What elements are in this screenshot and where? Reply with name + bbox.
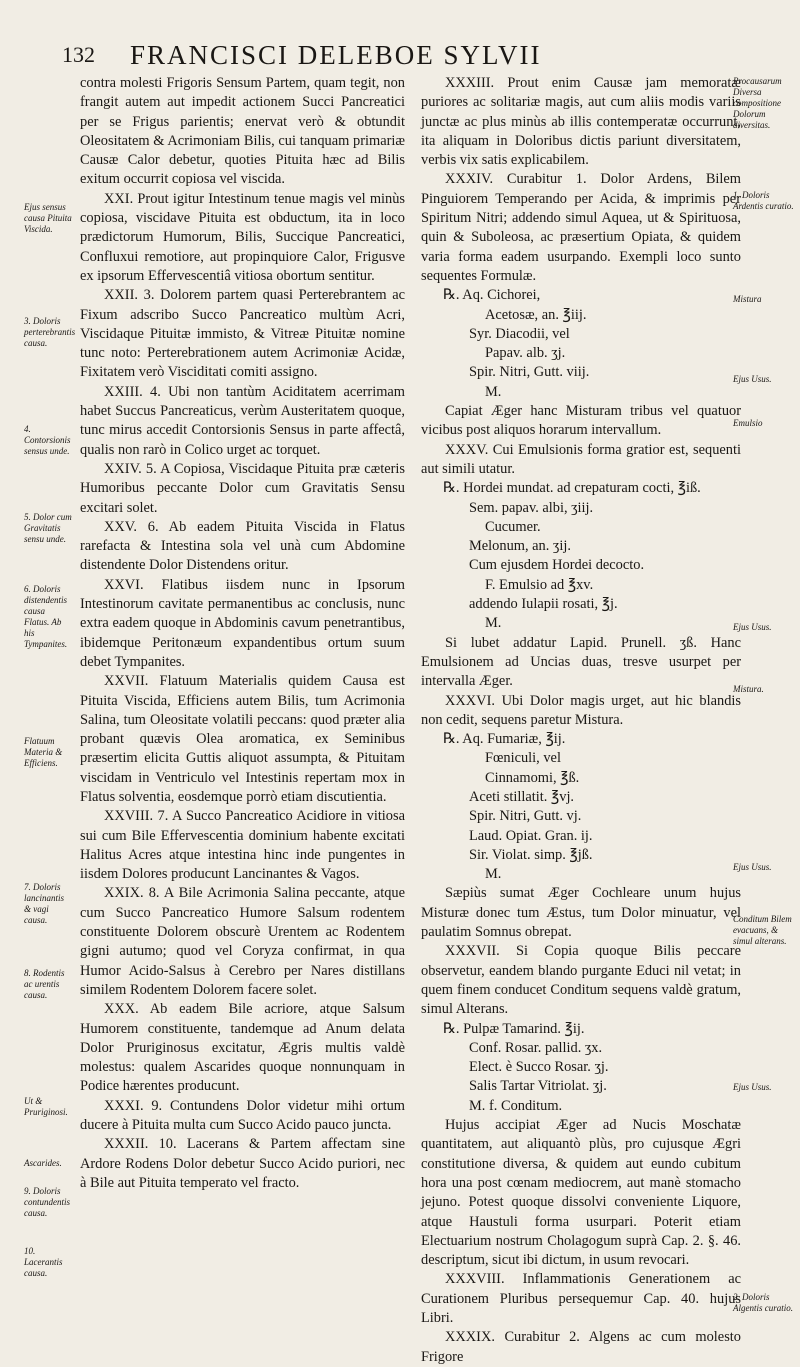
paragraph: XXXVII. Si Copia quoque Bilis peccare observetur, eandem blando purgante Educi nil vetat; in quem finem conducet Conditum sequens valdè gratum, simul Alterans. — [421, 943, 741, 1018]
running-title: FRANCISCI DELEBOE SYLVII — [130, 40, 542, 70]
paragraph: XXXII. 10. Lacerans & Partem affectam sine Ardore Rodens Dolor debetur Succo Acido puriori, nec à Bile aut Pituita temperato vel fracto. — [80, 1136, 405, 1191]
rx-line: Conf. Rosar. pallid. ʒx. — [469, 1039, 603, 1056]
rx-line: Acetosæ, an. ℥iij. — [485, 306, 587, 323]
margin-note: Ejus Usus. — [733, 622, 772, 632]
margin-note: Ejus Usus. — [733, 1082, 772, 1092]
margin-note: Ejus sensus causa Pituita Viscida. — [24, 202, 72, 234]
prescription — [421, 479, 741, 633]
paragraph: XXX. Ab eadem Bile acriore, atque Salsum Humorem constituente, tandemque ad Anum delata Dolor Pruriginosus excitatur, Ægris multis valdè molestus: qualem Ascarides quoque nonnunquam in Podice hærentes producunt. — [80, 1001, 405, 1095]
rx-line: Papav. alb. ʒj. — [485, 345, 566, 362]
paragraph: XXXIV. Curabitur 1. Dolor Ardens, Bilem Pinguiorem Temperando per Acida, & imprimis per Spiritum Nitri; addendo simul Aquea, ut & Spirituosa, quin & Suboleosa, ac præsertium Opiata, & quidem varia forma eadem usurpando. Exempli loco sunto sequentes Formulæ. — [421, 171, 741, 284]
paragraph: XXXVI. Ubi Dolor magis urget, aut hic blandis non cedit, sequens paretur Mistura. — [421, 692, 741, 728]
margin-note: 6. Doloris distendentis causa Flatus. Ab his Tympanites. — [24, 584, 68, 649]
paragraph: XXII. 3. Dolorem partem quasi Perterebrantem ac Fixum adscribo Succo Pancreatico multùm Acri, Viscidaque Pituitæ immisto, & Vitreæ Pituitæ nomine tunc noto: Perterebrationem autem Acrimoniæ Acidæ, Fixitatem verò Visciditati comiti assigno. — [80, 287, 405, 381]
rx-line: Sem. papav. albi, ʒiij. — [469, 499, 594, 516]
page-number: 132 — [62, 42, 95, 67]
rx-line: Syr. Diacodii, vel — [469, 325, 570, 342]
margin-note: Mistura — [733, 294, 762, 304]
prescription — [421, 730, 741, 884]
paragraph: XXIX. 8. A Bile Acrimonia Salina peccante, atque cum Succo Pancreatico Humore Salsum rodentem constituente Dolorem obscurè Urentem ac Rodentem gigni autumo; quod vel Coryza confirmat, in qua Humor Acido-Salsus à Cerebro per Nares distillans similem Rodentem Dolorem facere solet. — [80, 885, 405, 998]
paragraph: XXIV. 5. A Copiosa, Viscidaque Pituita præ cæteris Humoribus peccante Dolor cum Gravitatis Sensu excitari solet. — [80, 460, 405, 516]
rx-line: Laud. Opiat. Gran. ij. — [469, 827, 593, 844]
rx-line: F. Emulsio ad ℥xv. — [485, 576, 594, 593]
rx-line: Spir. Nitri, Gutt. vj. — [469, 808, 582, 825]
rx-line: ℞. Hordei mundat. ad crepaturam cocti, ℥iß. — [443, 480, 701, 497]
rx-line: ℞. Pulpæ Tamarind. ℥ij. — [443, 1020, 585, 1037]
margin-note: Ejus Usus. — [733, 862, 772, 872]
left-column — [80, 74, 405, 1193]
margin-note: Flatuum Materia & Efficiens. — [24, 736, 63, 768]
paragraph: Capiat Æger hanc Misturam tribus vel quatuor vicibus post aliquos horarum intervallum. — [421, 403, 741, 439]
rx-line: Spir. Nitri, Gutt. viij. — [469, 364, 590, 381]
rx-line: Salis Tartar Vitriolat. ʒj. — [469, 1078, 607, 1095]
margin-note: 7. Doloris lancinantis & vagi causa. — [24, 882, 64, 925]
rx-line: Cucumer. — [485, 518, 541, 535]
paragraph: XXIII. 4. Ubi non tantùm Aciditatem acerrimam habet Succus Pancreaticus, verùm Austeritatem quoque, tunc mirus accedit Contorsionis Sensus in parte affectâ, qualis non rarò in Colico urget ac torquet. — [80, 383, 405, 458]
paragraph: XXI. Prout igitur Intestinum tenue magis vel minùs copiosa, viscidave Pituita est obductum, ita in loco prædictorum Humorum, Bilis, Succique Pancreatici, Confluxui remotiore, aut propinquiore Calor, Frigusve ex ipsorum Effervescentiâ vitiosa obortum sentitur. — [80, 190, 405, 284]
margin-note: 5. Dolor cum Gravitatis sensu unde. — [24, 512, 72, 544]
margin-note: Ut & Pruriginosi. — [24, 1096, 68, 1117]
rx-line: Cinnamomi, ℥ß. — [485, 769, 580, 786]
rx-line: addendo Iulapii rosati, ℥j. — [469, 596, 618, 613]
rx-line: Cum ejusdem Hordei decocto. — [469, 557, 645, 574]
margin-note: 8. Rodentis ac urentis causa. — [24, 968, 65, 1000]
margin-note: 4. Contorsionis sensus unde. — [24, 424, 71, 456]
page-header — [62, 40, 722, 72]
margin-note: 1. Doloris Ardentis curatio. — [733, 190, 794, 211]
paragraph: XXXV. Cui Emulsionis forma gratior est, sequenti aut simili utatur. — [421, 441, 741, 477]
paragraph: Si lubet addatur Lapid. Prunell. ʒß. Hanc Emulsionem ad Uncias duas, tresve usurpet per intervalla Æger. — [421, 634, 741, 690]
margin-note: Mistura. — [733, 684, 764, 694]
margin-note: Ascarides. — [24, 1158, 62, 1168]
margin-note: Ejus Usus. — [733, 374, 772, 384]
paragraph: XXVII. Flatuum Materialis quidem Causa est Pituita Viscida, Efficiens autem Bilis, tum Acrimonia Salina, tum Oleositate volatili peccans: quod præter alia probant quævis Olea aromatica, ex Seminibus præsertim elicita Guttis aliquot assumpta, & Pituitam viscidam in Ventriculo vel Intestinis repertam mox in Flatus solventia, eosdemque porrò etiam discutientia. — [80, 673, 405, 805]
prescription — [421, 286, 741, 402]
right-column — [421, 74, 741, 1367]
paragraph: XXVI. Flatibus iisdem nunc in Ipsorum Intestinorum cavitate permanentibus ac conclusis, nunc extra eadem quoque in Abdominis cavum penetrantibus, ibidemque Peritonæum expandentibus ortum suum debet Tympanites. — [80, 576, 405, 670]
paragraph: contra molesti Frigoris Sensum Partem, quam tegit, non frangit autem aut impedit actionem Succi Pancreatici per se Frigus parientis; enervat verò & obtundit Oleositatem & Acrimoniam Bilis, cui tanquam primariæ Causæ Calor debetur, quoties Pituita hæc ad Bilis exitum occurrit copiosa vel viscida. — [80, 75, 405, 188]
rx-line: ℞. Aq. Cichorei, — [443, 287, 541, 304]
rx-line: Fœniculi, vel — [485, 750, 561, 767]
margin-note: Procausarum Diversa compositione Dolorum diversitas. — [733, 76, 782, 130]
paragraph: XXXI. 9. Contundens Dolor videtur mihi ortum ducere à Pituita multa cum Succo Acido pauco juncta. — [80, 1097, 405, 1134]
rx-line: M. — [485, 383, 502, 400]
rx-line: Aceti stillatit. ℥vj. — [469, 788, 575, 805]
paragraph: XXXIX. Curabitur 2. Algens ac cum molesto Frigore — [421, 1329, 741, 1365]
rx-line: M. f. Conditum. — [469, 1097, 563, 1114]
rx-line: Melonum, an. ʒij. — [469, 538, 571, 555]
prescription — [421, 1020, 741, 1116]
margin-note: 2. Doloris Algentis curatio. — [733, 1292, 793, 1313]
margin-note: 10. Lacerantis causa. — [24, 1246, 63, 1278]
margin-note: 3. Doloris perterebrantis causa. — [24, 316, 76, 348]
rx-line: M. — [485, 615, 502, 632]
rx-line: Elect. è Succo Rosar. ʒj. — [469, 1059, 609, 1076]
paragraph: XXXVIII. Inflammationis Generationem ac Curationem Pluribus persequemur Cap. 40. hujus Libri. — [421, 1271, 741, 1326]
rx-line: M. — [485, 866, 502, 883]
paragraph: XXXIII. Prout enim Causæ jam memoratæ puriores ac solitariæ magis, aut cum aliis modis variis junctæ ac plus minùs ab illis contemperatæ occurrunt, ita aliquam in Doloribus dictis pariunt diversitatem, verbis vix satis explicabilem. — [421, 75, 741, 169]
margin-note: Conditum Bilem evacuans, & simul alterans. — [733, 914, 792, 946]
rx-line: ℞. Aq. Fumariæ, ℥ij. — [443, 731, 566, 748]
paragraph: XXV. 6. Ab eadem Pituita Viscida in Flatus rarefacta & Intestina sola vel unà cum Abdomine distendente Dolor Distendens oritur. — [80, 518, 405, 574]
paragraph: Sæpiùs sumat Æger Cochleare unum hujus Misturæ donec tum Æstus, tum Dolor minuatur, vel paulatim Somnus obrepat. — [421, 885, 741, 941]
margin-note: Emulsio — [733, 418, 763, 428]
paragraph: XXVIII. 7. A Succo Pancreatico Acidiore in vitiosa sui cum Bile Effervescentia dominium habente excitati Halitus Acres atque intestina hinc inde pungentes in iisdem Dolores producunt Lancinantes & Vagos. — [80, 808, 405, 883]
rx-line: Sir. Violat. simp. ℥jß. — [469, 846, 593, 863]
paragraph: Hujus accipiat Æger ad Nucis Moschatæ quantitatem, aut aliquantò plùs, pro cujusque Ægri constitutione diversa, & quidem aut eundo cubitum hora una post cœnam mediocrem, aut manè stomacho jejuno. Potest quoque dissolvi conveniente Liquore, atque Haustuli forma usurpari. Poterit etiam Electuarium nostrum Cholagogum suprà Cap. 2. §. 46. descriptum, sicut ibi dictum, in usum revocari. — [421, 1117, 741, 1269]
margin-note: 9. Doloris contundentis causa. — [24, 1186, 70, 1218]
